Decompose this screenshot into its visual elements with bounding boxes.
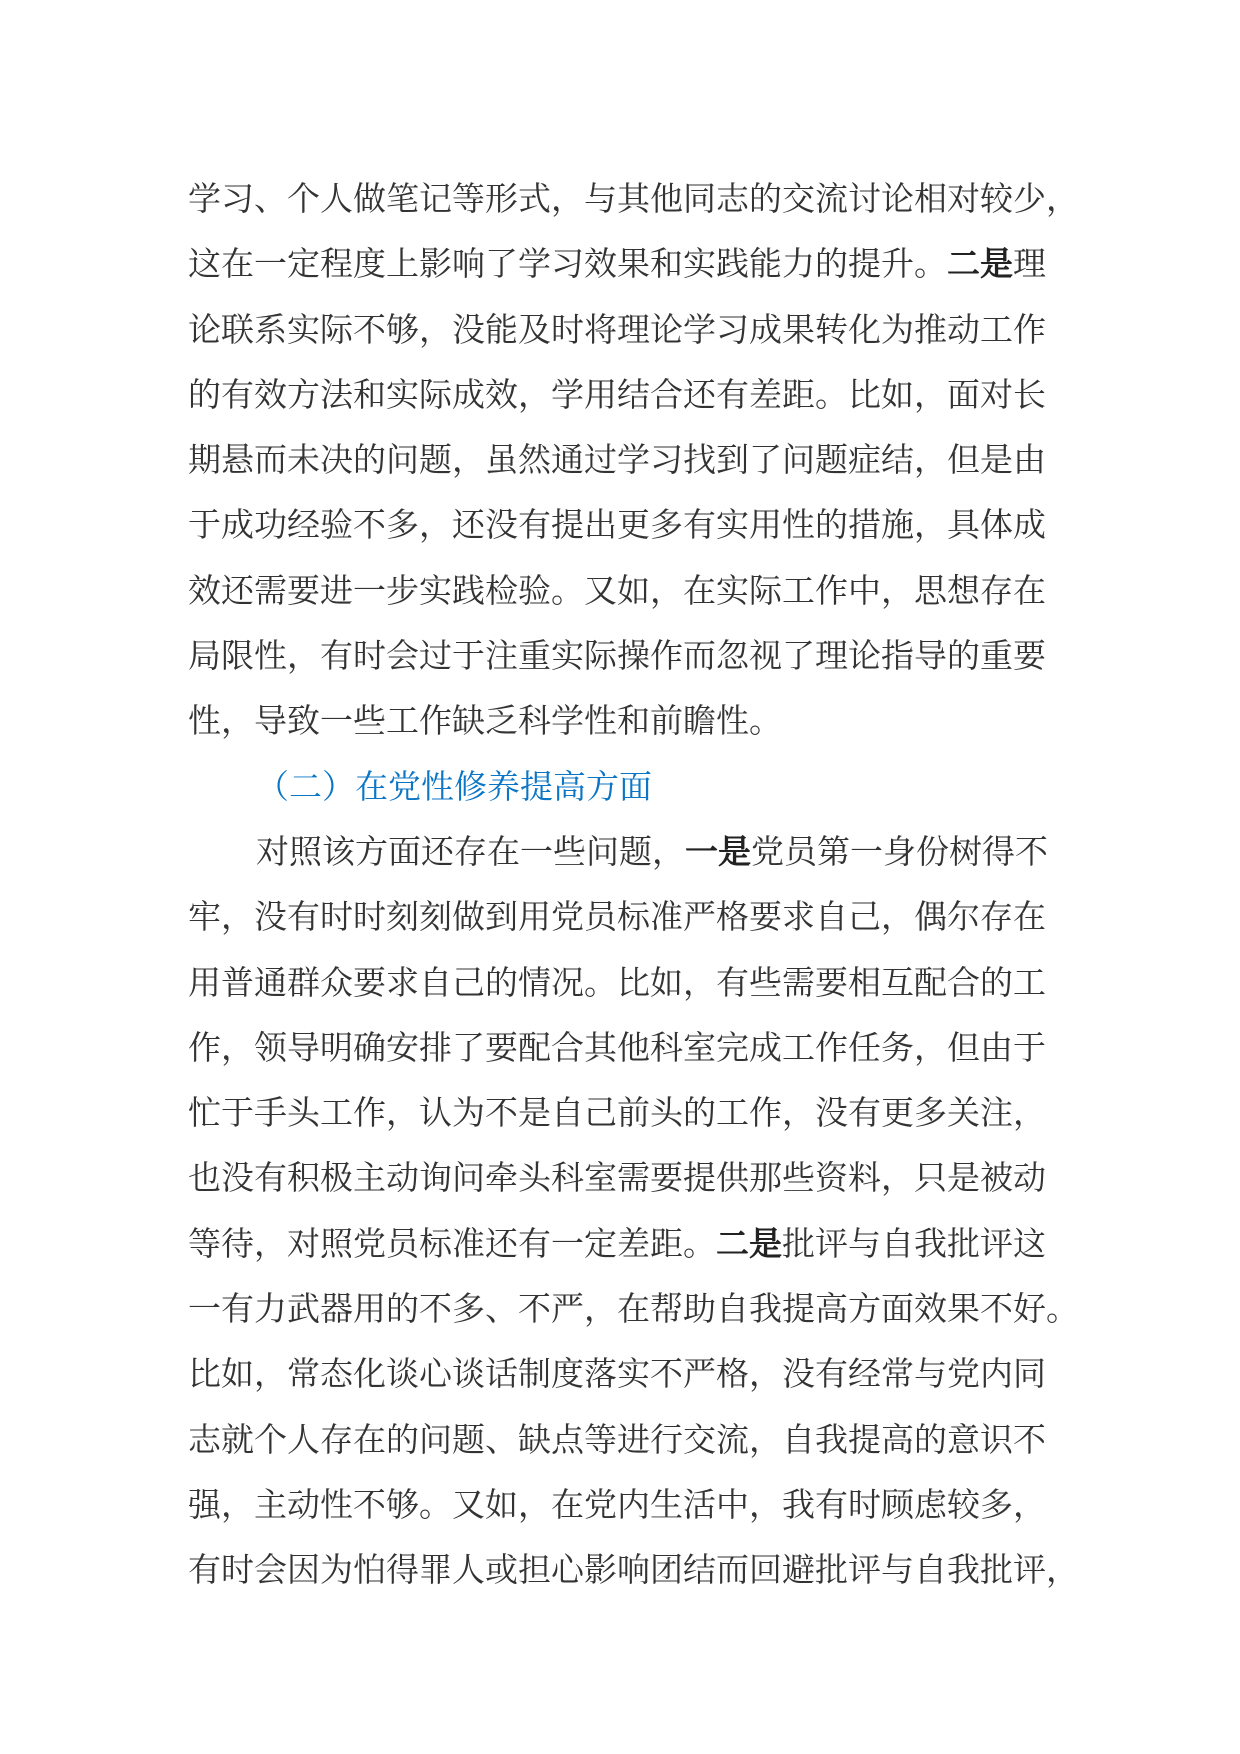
text-line: 这在一定程度上影响了学习效果和实践能力的提升。二是理 xyxy=(188,244,1046,284)
text-line: 作，领导明确安排了要配合其他科室完成工作任务，但由于 xyxy=(188,1027,1046,1067)
document-body xyxy=(188,166,1079,1603)
text-line: 等待，对照党员标准还有一定差距。二是批评与自我批评这 xyxy=(188,1223,1046,1263)
text-line: 学习、个人做笔记等形式，与其他同志的交流讨论相对较少， xyxy=(188,179,1079,218)
text-line: 也没有积极主动询问牵头科室需要提供那些资料，只是被动 xyxy=(188,1158,1046,1198)
text-line: 比如，常态化谈心谈话制度落实不严格，没有经常与党内同 xyxy=(188,1354,1046,1394)
text-line: 性，导致一些工作缺乏科学性和前瞻性。 xyxy=(188,701,782,741)
text-line: 志就个人存在的问题、缺点等进行交流，自我提高的意识不 xyxy=(188,1419,1046,1459)
text-line: 局限性，有时会过于注重实际操作而忽视了理论指导的重要 xyxy=(188,636,1046,676)
text-line: 强，主动性不够。又如，在党内生活中，我有时顾虑较多， xyxy=(188,1484,1046,1524)
section-heading: （二）在党性修养提高方面 xyxy=(256,766,652,806)
text-line: 忙于手头工作，认为不是自己前头的工作，没有更多关注， xyxy=(188,1093,1046,1133)
text-line: 的有效方法和实际成效，学用结合还有差距。比如，面对长 xyxy=(188,374,1046,414)
text-line: 效还需要进一步实践检验。又如，在实际工作中，思想存在 xyxy=(188,570,1046,610)
text-line: 于成功经验不多，还没有提出更多有实用性的措施，具体成 xyxy=(188,505,1046,545)
text-line: 有时会因为怕得罪人或担心影响团结而回避批评与自我批评， xyxy=(188,1550,1079,1590)
text-line: 论联系实际不够，没能及时将理论学习成果转化为推动工作 xyxy=(188,309,1046,349)
text-line: 用普通群众要求自己的情况。比如，有些需要相互配合的工 xyxy=(188,962,1046,1002)
text-line: 期悬而未决的问题，虽然通过学习找到了问题症结，但是由 xyxy=(188,440,1046,480)
text-line: 一有力武器用的不多、不严，在帮助自我提高方面效果不好。 xyxy=(188,1289,1079,1329)
text-line: 牢，没有时时刻刻做到用党员标准严格要求自己，偶尔存在 xyxy=(188,897,1046,937)
text-line: 对照该方面还存在一些问题，一是党员第一身份树得不 xyxy=(256,831,1048,871)
